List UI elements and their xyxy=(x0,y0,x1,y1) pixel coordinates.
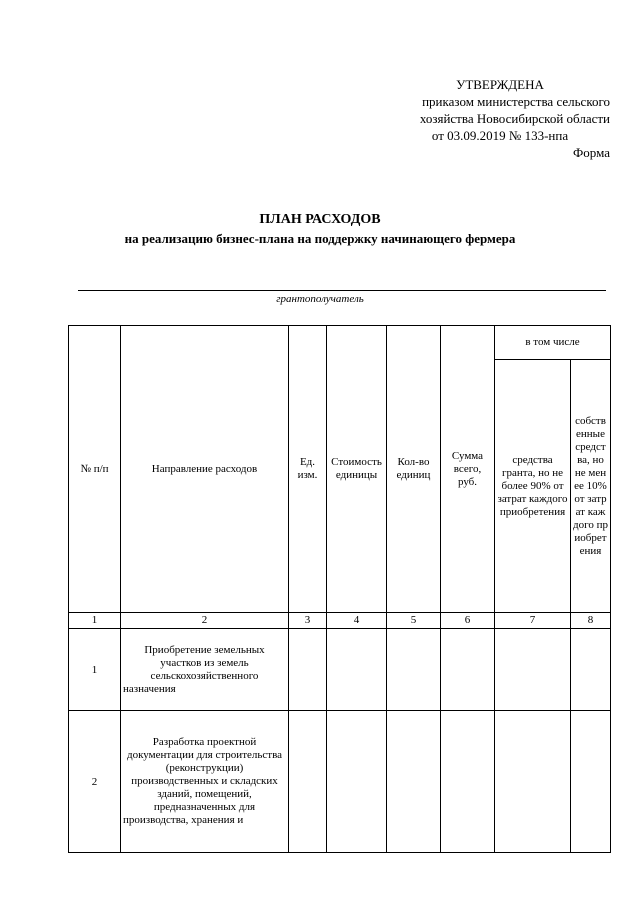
expense-plan-table xyxy=(68,325,611,853)
header-quantity: Кол-во единиц xyxy=(387,326,441,613)
cell-own xyxy=(571,711,611,853)
row-direction: Приобретение земельных участков из земель сельскохозяйственного назначения xyxy=(121,629,289,711)
approval-block xyxy=(350,76,610,161)
cell-unit xyxy=(289,711,327,853)
column-number: 4 xyxy=(327,613,387,629)
recipient-underline xyxy=(78,290,606,291)
cell-grant xyxy=(495,629,571,711)
column-number: 6 xyxy=(441,613,495,629)
approval-line: хозяйства Новосибирской области xyxy=(419,111,610,126)
header-num: № п/п xyxy=(69,326,121,613)
form-label: Форма xyxy=(573,145,610,160)
cell-own xyxy=(571,629,611,711)
header-unit: Ед. изм. xyxy=(289,326,327,613)
column-number: 3 xyxy=(289,613,327,629)
header-own-funds: собственные средства, но не менее 10% от затрат каждого приобретения xyxy=(571,360,611,613)
cell-quantity xyxy=(387,711,441,853)
header-total: Сумма всего, руб. xyxy=(441,326,495,613)
header-unit-cost: Стоимость единицы xyxy=(327,326,387,613)
column-number: 8 xyxy=(571,613,611,629)
table-row xyxy=(69,711,611,853)
cell-unit-cost xyxy=(327,629,387,711)
row-number: 1 xyxy=(69,629,121,711)
header-direction: Направление расходов xyxy=(121,326,289,613)
document-title: ПЛАН РАСХОДОВ xyxy=(259,212,381,227)
cell-total xyxy=(441,629,495,711)
column-number: 5 xyxy=(387,613,441,629)
column-number: 7 xyxy=(495,613,571,629)
row-number: 2 xyxy=(69,711,121,853)
table-row xyxy=(69,629,611,711)
header-grant-funds: средства гранта, но не более 90% от затрат каждого приобретения xyxy=(495,360,571,613)
column-number: 1 xyxy=(69,613,121,629)
cell-unit-cost xyxy=(327,711,387,853)
approval-title: УТВЕРЖДЕНА xyxy=(456,77,544,92)
document-subtitle: на реализацию бизнес-плана на поддержку начинающего фермера xyxy=(124,231,516,246)
cell-total xyxy=(441,711,495,853)
cell-quantity xyxy=(387,629,441,711)
header-including: в том числе xyxy=(495,326,611,360)
recipient-caption: грантополучатель xyxy=(276,293,364,305)
row-direction: Разработка проектной документации для строительства (реконструкции) производственных и складских зданий, помещений, предназначенных для производства, хранения и xyxy=(121,711,289,853)
approval-line: от 03.09.2019 № 133-нпа xyxy=(431,128,569,143)
cell-grant xyxy=(495,711,571,853)
approval-line: приказом министерства сельского xyxy=(422,94,610,109)
cell-unit xyxy=(289,629,327,711)
column-number: 2 xyxy=(121,613,289,629)
